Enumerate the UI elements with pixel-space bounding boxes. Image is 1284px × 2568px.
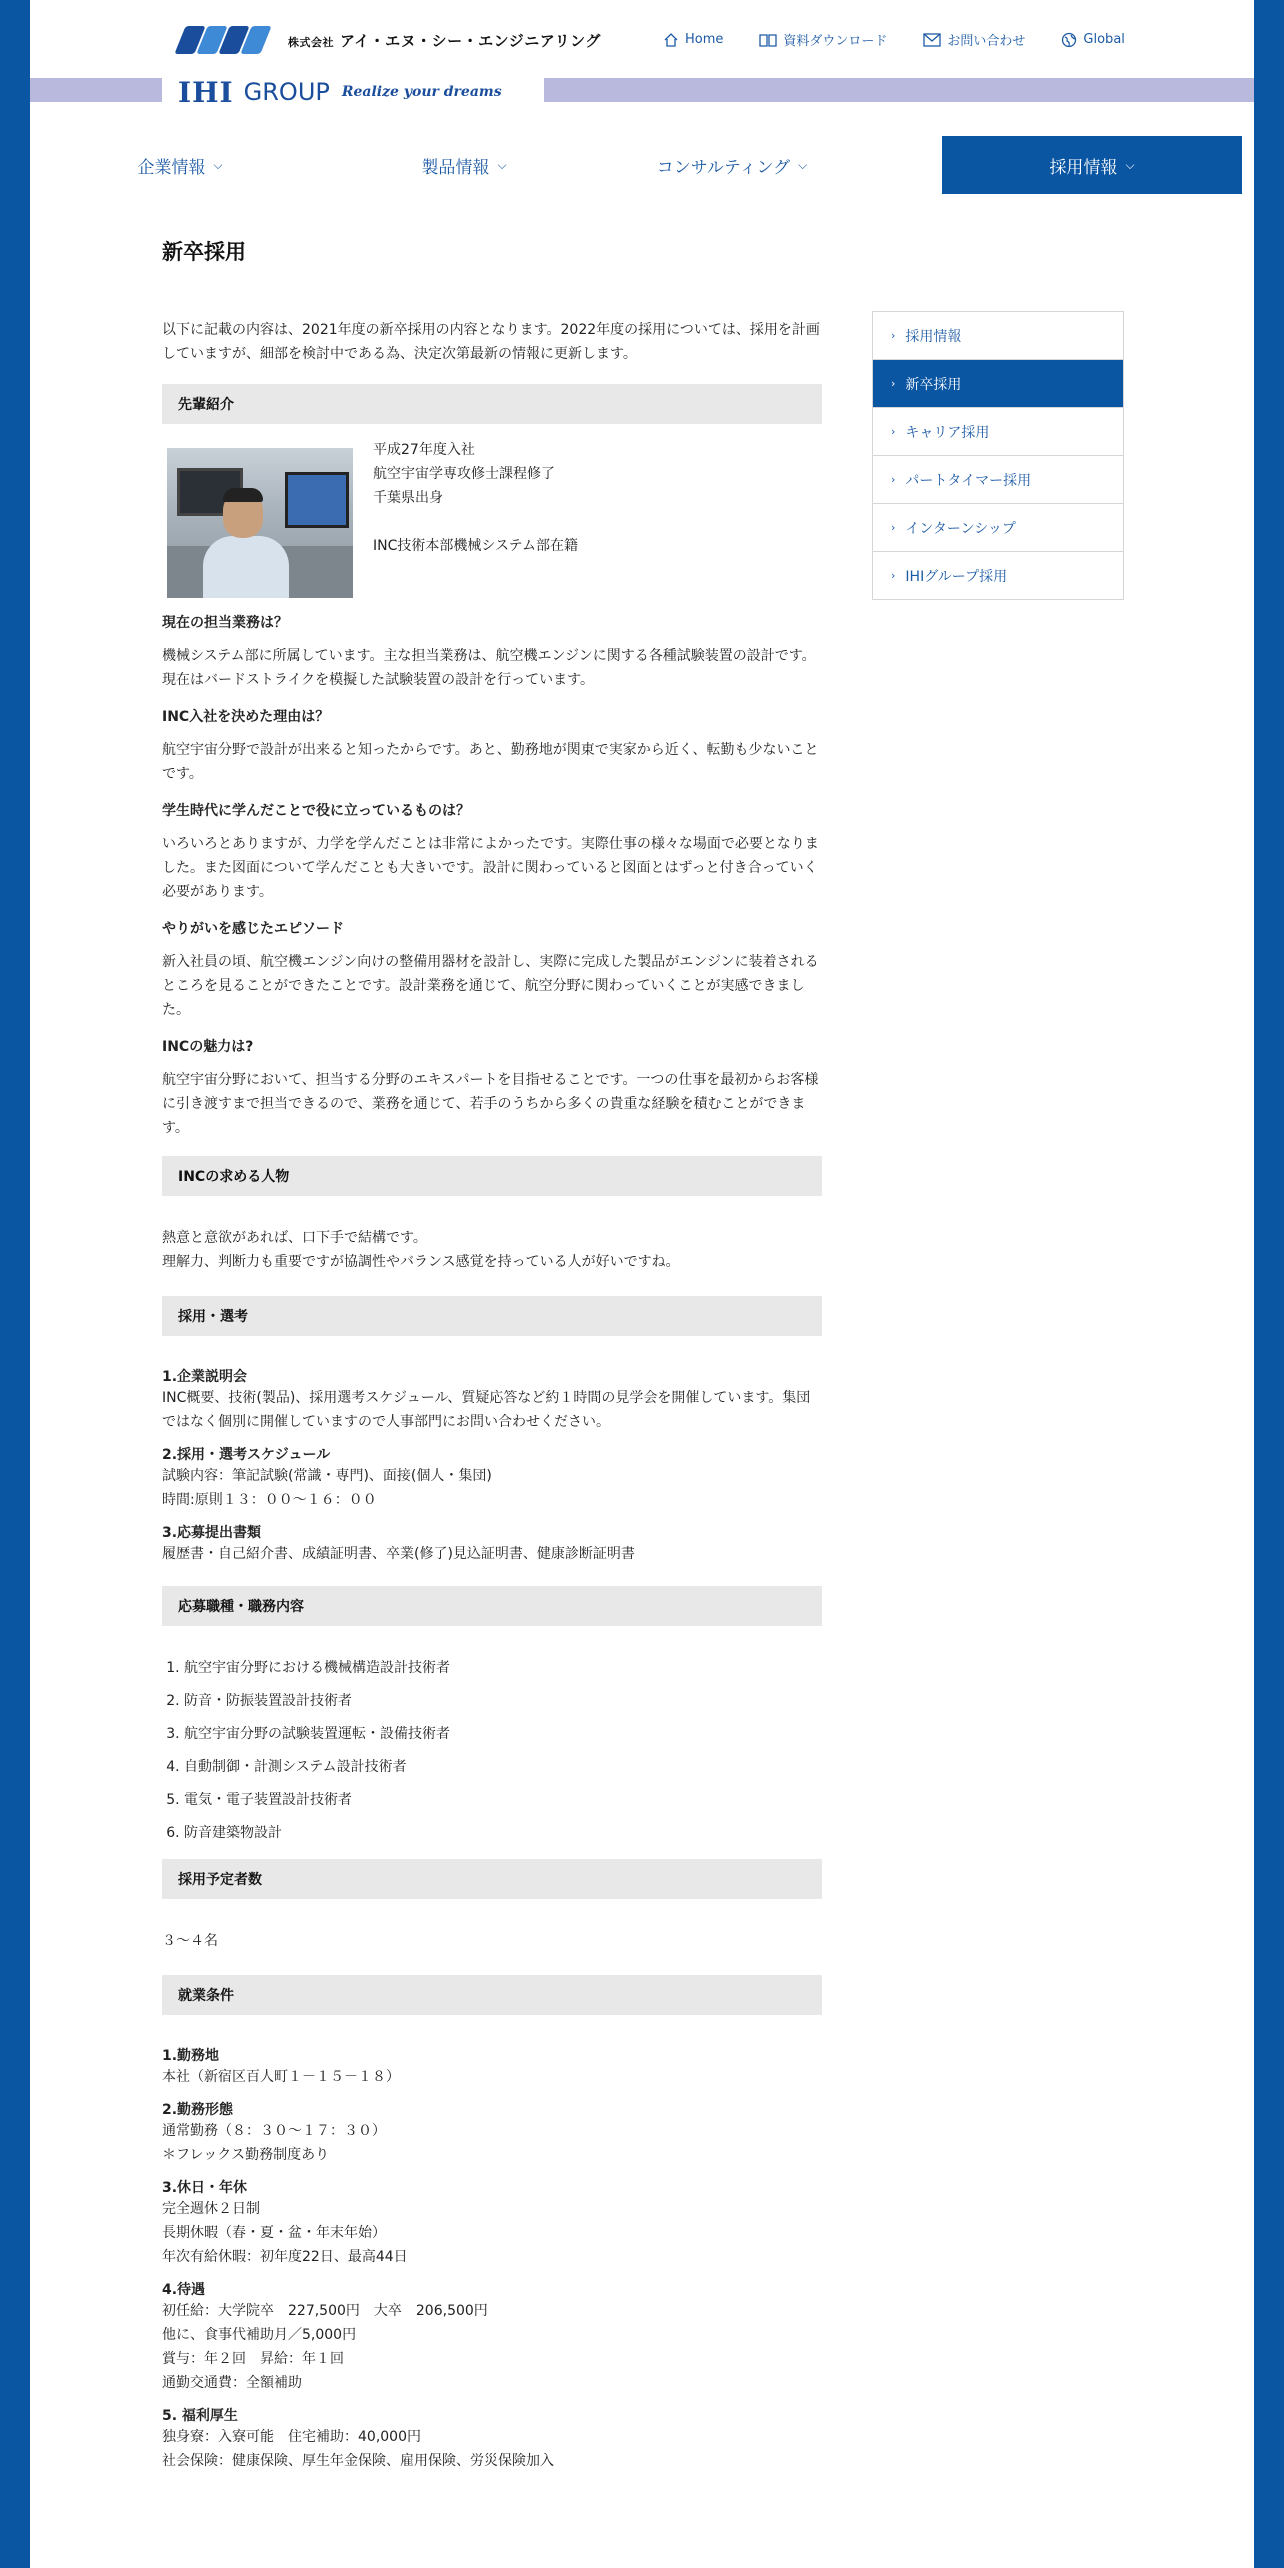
page: [30, 0, 1254, 2568]
sidebar-item-ihi-group[interactable]: [873, 552, 1123, 600]
util-contact-link[interactable]: [923, 30, 1025, 49]
jinbutsu-line: 熱意と意欲があれば、口下手で結構です。: [162, 1230, 427, 1246]
sidebar-item-label: 新卒採用: [905, 376, 962, 393]
section-heading-shokushu: 応募職種・職務内容: [162, 1586, 822, 1626]
intro-line: 以下に記載の内容は、2021年度の新卒採用の内容となります。2022年度の採用については、採用を計画: [162, 322, 820, 338]
company-prefix: 株式会社: [288, 35, 334, 49]
joken-line: 他に、食事代補助月／5,000円: [162, 2327, 357, 2343]
list-item: 6. 防音建築物設計: [184, 1821, 822, 1854]
senpai-photo: [167, 448, 353, 598]
gnav-recruit-label: 採用情報: [1049, 157, 1118, 178]
answer-line: ところを見ることができたことです。設計業務を通じて、航空分野に関わっていくことが実感できまし: [162, 978, 805, 994]
answer-line: 航空宇宙分野で設計が出来ると知ったからです。あと、勤務地が関東で実家から近く、転勤も少ないこと: [162, 742, 819, 758]
gnav-products-label: 製品情報: [421, 157, 490, 178]
util-home-label: Home: [685, 32, 724, 47]
job-list: [162, 1656, 822, 1854]
ihi-group-logo: [162, 75, 544, 109]
senko-line: 時間:原則１３：００～１６：００: [162, 1492, 377, 1508]
sidebar-item-recruit-info[interactable]: [873, 312, 1123, 360]
answer-line: した。また図面について学んだことも大きいです。設計に関わっていると図面とはずっと付き合っていく: [162, 860, 818, 876]
qa-answer: [162, 950, 822, 1022]
profile-line: INC技術本部機械システム部在籍: [373, 538, 578, 554]
answer-line: に引き渡すまで担当できるので、業務を通じて、若手のうちから多くの貴重な経験を積むことができま: [162, 1096, 806, 1112]
home-icon: [663, 32, 679, 48]
util-download-label: 資料ダウンロード: [783, 34, 888, 49]
joken-item-title: 3.休日・年休: [162, 2180, 248, 2196]
util-download-link[interactable]: [759, 30, 887, 49]
qa-question: やりがいを感じたエピソード: [162, 921, 344, 937]
answer-line: た。: [162, 1002, 190, 1018]
jinbutsu-line: 理解力、判断力も重要ですが協調性やバランス感覚を持っている人が好いですね。: [162, 1254, 680, 1270]
gnav-recruit[interactable]: [942, 136, 1242, 194]
gnav-products[interactable]: [330, 136, 598, 194]
sidebar-item-label: キャリア採用: [905, 424, 990, 441]
utility-nav: [663, 30, 1161, 49]
chevron-down-icon: ⌵: [1125, 157, 1135, 172]
chevron-right-icon: ›: [891, 473, 896, 486]
util-global-link[interactable]: [1061, 30, 1124, 49]
sidebar-item-career[interactable]: [873, 408, 1123, 456]
section-heading-joken: 就業条件: [162, 1975, 822, 2015]
chevron-right-icon: ›: [891, 329, 896, 342]
global-nav: [30, 136, 1254, 194]
sidebar-item-label: IHIグループ採用: [905, 568, 1008, 585]
senko-content: [162, 1366, 822, 1566]
chevron-down-icon: ⌵: [213, 157, 223, 172]
senko-item-title: 3.応募提出書類: [162, 1525, 262, 1541]
page-title: 新卒採用: [162, 240, 246, 264]
section-heading-jinbutsu: INCの求める人物: [162, 1156, 822, 1196]
chevron-down-icon: ⌵: [798, 157, 808, 172]
chevron-down-icon: ⌵: [497, 157, 507, 172]
senko-line: 履歴書・自己紹介書、成績証明書、卒業(修了)見込証明書、健康診断証明書: [162, 1546, 635, 1562]
list-item: 2. 防音・防振装置設計技術者: [184, 1689, 822, 1722]
qa-answer: [162, 832, 822, 904]
sidebar-item-part-timer[interactable]: [873, 456, 1123, 504]
ihi-group-word: GROUP: [243, 78, 330, 106]
joken-line: 長期休暇（春・夏・盆・年末年始）: [162, 2225, 386, 2241]
jinbutsu-text: [162, 1226, 822, 1274]
company-name-text: アイ・エヌ・シー・エンジニアリング: [340, 31, 601, 50]
joken-line: 年次有給休暇：初年度22日、最高44日: [162, 2249, 408, 2265]
joken-line: 初任給：大学院卒 227,500円 大卒 206,500円: [162, 2303, 488, 2319]
profile-line: 千葉県出身: [373, 490, 443, 506]
qa-question: 学生時代に学んだことで役に立っているものは？: [162, 803, 470, 819]
answer-line: 必要があります。: [162, 884, 273, 900]
list-item: 1. 航空宇宙分野における機械構造設計技術者: [184, 1656, 822, 1689]
senko-line: INC概要、技術(製品)、採用選考スケジュール、質疑応答など約１時間の見学会を開催しています。集団: [162, 1390, 811, 1406]
header: [30, 0, 1254, 78]
yotei-value: ３～４名: [162, 1933, 218, 1949]
company-logo[interactable]: [180, 26, 601, 54]
joken-item-title: 1.勤務地: [162, 2048, 220, 2064]
joken-item-title: 2.勤務形態: [162, 2102, 234, 2118]
chevron-right-icon: ›: [891, 569, 896, 582]
qa-answer: [162, 1068, 822, 1140]
sidebar-item-label: インターンシップ: [905, 520, 1016, 537]
answer-line: 現在はバードストライクを模擬した試験装置の設計を行っています。: [162, 672, 595, 688]
joken-item-title: 5. 福利厚生: [162, 2408, 238, 2424]
ihi-group-band: [30, 75, 1254, 109]
company-name: [288, 30, 601, 51]
joken-line: 完全週休２日制: [162, 2201, 260, 2217]
joken-content: [162, 2045, 822, 2473]
gnav-corporate-label: 企業情報: [137, 157, 206, 178]
gnav-corporate[interactable]: [30, 136, 330, 194]
profile-line: 航空宇宙学専攻修士課程修了: [373, 466, 555, 482]
joken-line: 社会保険：健康保険、厚生年金保険、雇用保険、労災保険加入: [162, 2453, 554, 2469]
qa-question: INCの魅力は?: [162, 1039, 254, 1055]
qa-question: INC入社を決めた理由は？: [162, 709, 330, 725]
senko-item-title: 1.企業説明会: [162, 1369, 248, 1385]
qa-answer: [162, 738, 822, 786]
ihi-brand: IHI: [178, 75, 234, 109]
senpai-profile: [162, 442, 822, 598]
section-heading-senpai: 先輩紹介: [162, 384, 822, 424]
joken-line: 通勤交通費：全額補助: [162, 2375, 302, 2391]
chevron-right-icon: ›: [891, 521, 896, 534]
sidebar-item-new-graduate[interactable]: [873, 360, 1123, 408]
list-item: 4. 自動制御・計測システム設計技術者: [184, 1755, 822, 1788]
globe-icon: [1061, 32, 1077, 48]
ihi-tagline: Realize your dreams: [341, 84, 502, 100]
senko-line: 試験内容：筆記試験(常識・専門)、面接(個人・集団): [162, 1468, 492, 1484]
joken-item-title: 4.待遇: [162, 2282, 206, 2298]
list-item: 5. 電気・電子装置設計技術者: [184, 1788, 822, 1821]
sidebar-item-label: パートタイマー採用: [905, 472, 1032, 489]
qa-question: 現在の担当業務は？: [162, 615, 288, 631]
intro-text: [162, 318, 822, 366]
answer-line: 新入社員の頃、航空機エンジン向けの整備用器材を設計し、実際に完成した製品がエンジンに装着される: [162, 954, 819, 970]
main-content: [162, 236, 822, 2473]
inc-logo-mark: [180, 26, 266, 54]
profile-line: 平成27年度入社: [373, 442, 475, 458]
section-heading-yotei: 採用予定者数: [162, 1859, 822, 1899]
chevron-right-icon: ›: [891, 377, 896, 390]
section-heading-senko: 採用・選考: [162, 1296, 822, 1336]
senpai-profile-info: [373, 438, 578, 598]
gnav-consulting[interactable]: [598, 136, 866, 194]
joken-line: 独身寮：入寮可能 住宅補助：40,000円: [162, 2429, 421, 2445]
util-contact-label: お問い合わせ: [947, 34, 1026, 49]
senko-line: ではなく個別に開催していますので人事部門にお問い合わせください。: [162, 1414, 610, 1430]
answer-line: す。: [162, 1120, 189, 1136]
joken-line: ＊フレックス勤務制度あり: [162, 2147, 330, 2163]
intro-line: していますが、細部を検討中である為、決定次第最新の情報に更新します。: [162, 346, 637, 362]
senko-item-title: 2.採用・選考スケジュール: [162, 1447, 331, 1463]
sidebar-item-internship[interactable]: [873, 504, 1123, 552]
answer-line: 航空宇宙分野において、担当する分野のエキスパートを目指せることです。一つの仕事を最初からお客様: [162, 1072, 819, 1088]
profile-spacer: [373, 510, 578, 534]
sidebar-item-label: 採用情報: [905, 328, 962, 345]
list-item: 3. 航空宇宙分野の試験装置運転・設備技術者: [184, 1722, 822, 1755]
util-global-label: Global: [1083, 32, 1125, 47]
book-icon: [759, 33, 777, 47]
joken-line: 賞与：年２回 昇給：年１回: [162, 2351, 344, 2367]
joken-line: 本社（新宿区百人町１－１５－１８）: [162, 2069, 400, 2085]
mail-icon: [923, 33, 941, 47]
joken-line: 通常勤務（８：３０～１７：３０）: [162, 2123, 386, 2139]
chevron-right-icon: ›: [891, 425, 896, 438]
util-home-link[interactable]: [663, 30, 723, 49]
qa-answer: [162, 644, 822, 692]
sidebar-nav: [872, 311, 1124, 600]
answer-line: です。: [162, 766, 203, 782]
answer-line: いろいろとありますが、力学を学んだことは非常によかったです。実際仕事の様々な場面で必要となりま: [162, 836, 819, 852]
gnav-consulting-label: コンサルティング: [656, 157, 791, 178]
answer-line: 機械システム部に所属しています。主な担当業務は、航空機エンジンに関する各種試験装置の設計です。: [162, 648, 816, 664]
